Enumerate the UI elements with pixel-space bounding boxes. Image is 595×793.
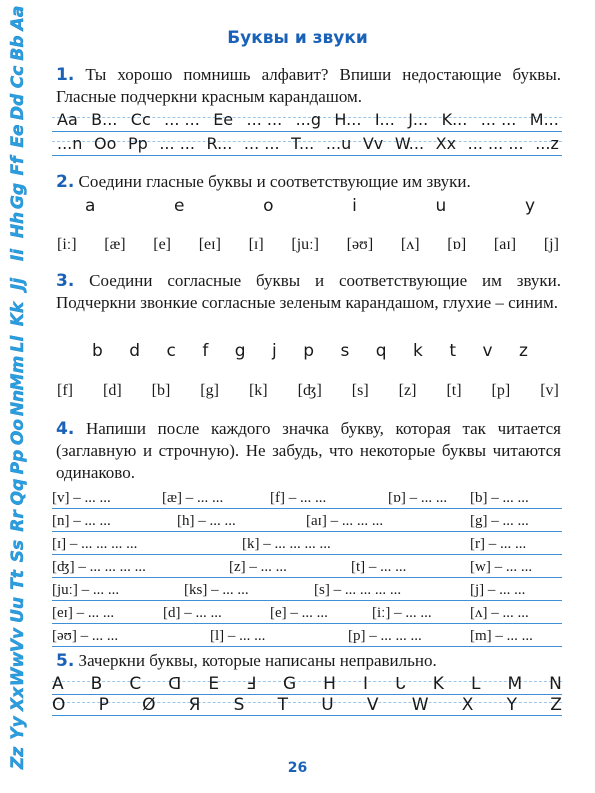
sound-symbol[interactable]: [e] (153, 236, 172, 253)
sound-symbol[interactable]: [g] (200, 382, 219, 399)
consonant-letter[interactable]: b (92, 341, 103, 361)
letter-item[interactable]: P (98, 695, 109, 715)
sound-answer-slot[interactable]: [p] – ... ... ... (348, 628, 422, 644)
consonant-letter[interactable]: q (375, 341, 387, 361)
sound-answer-slot[interactable]: [v] – ... ... (52, 490, 111, 506)
task-number: 4. (56, 419, 75, 439)
task-5-row-2[interactable] (52, 695, 562, 715)
sound-answer-slot[interactable]: [e] – ... ... (270, 605, 328, 621)
vowel-letter[interactable]: i (352, 196, 357, 216)
task-number: 1. (56, 65, 75, 85)
letter-item[interactable]: Я (188, 695, 201, 715)
answer-line (52, 555, 562, 578)
strip-letter-pair: Bb (8, 35, 28, 61)
alphabet-cell[interactable]: ...n (57, 134, 83, 153)
sound-answer-slot[interactable]: [ʤ] – ... ... ... ... (52, 559, 146, 575)
task-3-instruction (56, 270, 561, 314)
alphabet-cell[interactable]: B... (91, 110, 118, 129)
sound-answer-slot[interactable]: [iː] – ... ... (372, 605, 432, 621)
sound-answer-slot[interactable]: [əʊ] – ... ... (52, 628, 119, 644)
sound-symbol[interactable]: [ɒ] (447, 236, 467, 253)
sound-symbol[interactable]: [juː] (291, 236, 319, 253)
alphabet-cell[interactable]: ...u (325, 134, 352, 153)
sound-answer-slot[interactable]: [ɒ] – ... ... (388, 490, 448, 506)
task-2-instruction (56, 171, 561, 193)
task-3-letters[interactable] (92, 341, 528, 361)
task-1-line-1[interactable] (57, 110, 559, 129)
sound-answer-slot[interactable]: [t] – ... ... (351, 559, 407, 575)
vowel-letter[interactable]: a (85, 196, 96, 216)
alphabet-cell[interactable]: ... ... (246, 110, 283, 129)
sound-answer-slot[interactable]: [æ] – ... ... (162, 490, 224, 506)
sound-symbol[interactable]: [eɪ] (198, 236, 221, 253)
consonant-letter[interactable]: z (518, 341, 528, 361)
letter-item[interactable]: ᒐ (395, 674, 406, 694)
task-1-instruction (56, 64, 561, 108)
letter-item[interactable]: ᗡ (168, 674, 182, 694)
answer-line (52, 509, 562, 532)
consonant-letter[interactable]: d (129, 341, 141, 361)
consonant-letter[interactable]: c (166, 341, 176, 361)
sound-symbol[interactable]: [d] (102, 382, 122, 399)
alphabet-cell[interactable]: Aa (57, 110, 78, 129)
sound-answer-slot[interactable]: [z] – ... ... (229, 559, 287, 575)
alphabet-cell[interactable]: H... (334, 110, 362, 129)
task-text: Соедини гласные буквы и соответствующие им звуки. (78, 172, 471, 191)
vowel-letter[interactable]: o (263, 196, 274, 216)
consonant-letter[interactable]: j (272, 341, 277, 361)
letter-item[interactable]: O (52, 695, 66, 715)
sound-answer-slot[interactable]: [r] – ... ... (470, 536, 527, 552)
strip-letter-pair: Ff (8, 156, 28, 176)
answer-line (52, 601, 562, 624)
letter-item[interactable]: S (233, 695, 245, 715)
sound-answer-slot[interactable]: [eɪ] – ... ... (52, 605, 115, 621)
task-number: 3. (56, 271, 75, 291)
letter-item[interactable]: A (52, 674, 64, 694)
vowel-letter[interactable]: u (435, 196, 447, 216)
task-2-sounds[interactable] (57, 236, 559, 254)
sound-symbol[interactable]: [j] (543, 236, 559, 253)
alphabet-side-strip (6, 4, 30, 789)
sound-answer-slot[interactable]: [f] – ... ... (270, 490, 327, 506)
sound-symbol[interactable]: [aɪ] (493, 236, 517, 253)
strip-letter-pair: Yy (8, 716, 28, 741)
alphabet-cell[interactable]: ... ... (164, 110, 200, 129)
vowel-letter[interactable]: e (174, 196, 185, 216)
sound-answer-slot[interactable]: [ɪ] – ... ... ... ... (52, 536, 138, 552)
answer-line (52, 624, 562, 647)
strip-letter-pair: Pp (8, 449, 28, 475)
strip-letter-pair: Ss (8, 539, 28, 562)
sound-answer-slot[interactable]: [m] – ... ... (470, 628, 533, 644)
letter-item[interactable]: Ø (142, 695, 156, 715)
alphabet-cell[interactable]: ...z (535, 134, 559, 153)
strip-letter-pair: Zz (8, 746, 28, 770)
alphabet-cell[interactable]: ... ... ... (467, 134, 524, 153)
sound-answer-slot[interactable]: [s] – ... ... ... ... (314, 582, 402, 598)
sound-symbol[interactable]: [ɪ] (248, 236, 264, 253)
task-text: Зачеркни буквы, которые написаны неправильно. (78, 651, 437, 670)
sound-symbol[interactable]: [v] (540, 382, 559, 399)
sound-symbol[interactable]: [f] (57, 382, 73, 399)
strip-letter-pair: Ee (8, 124, 28, 148)
letter-item[interactable]: N (549, 674, 562, 694)
letter-item[interactable]: I (363, 674, 369, 694)
task-4-instruction (56, 418, 561, 484)
sound-symbol[interactable]: [s] (351, 382, 369, 399)
strip-letter-pair: Jj (8, 278, 28, 291)
strip-letter-pair: Xx (8, 686, 28, 711)
strip-letter-pair: Uu (8, 597, 28, 623)
task-text: Ты хорошо помнишь алфавит? Впиши недостающие буквы. Гласные подчеркни красным карандашом. (56, 65, 561, 106)
letter-item[interactable]: Y (506, 695, 518, 715)
alphabet-cell[interactable]: Pp (127, 134, 148, 153)
strip-letter-pair: Qq (8, 478, 28, 505)
alphabet-cell[interactable]: Oo (93, 134, 117, 153)
strip-letter-pair: Ww (8, 651, 28, 687)
strip-letter-pair: Hh (8, 212, 28, 239)
sound-answer-slot[interactable]: [l] – ... ... (210, 628, 266, 644)
sound-answer-slot[interactable]: [n] – ... ... (52, 513, 111, 529)
alphabet-cell[interactable]: ... ... (480, 110, 517, 129)
letter-item[interactable]: K (432, 674, 444, 694)
alphabet-cell[interactable]: W... (394, 134, 425, 153)
task-3-sounds[interactable] (57, 382, 559, 400)
alphabet-cell[interactable]: R... (206, 134, 233, 153)
sound-symbol[interactable]: [iː] (57, 236, 77, 253)
sound-answer-slot[interactable]: [b] – ... ... (470, 490, 529, 506)
letter-item[interactable]: B (90, 674, 103, 694)
alphabet-cell[interactable]: M... (529, 110, 559, 129)
task-number: 2. (56, 172, 75, 192)
task-1-line-2[interactable] (57, 134, 559, 153)
letter-item[interactable]: Ⅎ (246, 674, 256, 694)
alphabet-cell[interactable]: ...g (295, 110, 321, 129)
task-text: Напиши после каждого значка букву, которая так читается (заглавную и строчную). Не забудь, что некоторые буквы читаются одинаково. (56, 419, 561, 482)
answer-line (52, 486, 562, 509)
task-4-answer-lines[interactable] (52, 486, 562, 647)
page-number: 26 (287, 760, 308, 776)
sound-answer-slot[interactable]: [k] – ... ... ... ... (242, 536, 331, 552)
letter-item[interactable]: E (208, 674, 220, 694)
sound-symbol[interactable]: [t] (446, 382, 462, 399)
alphabet-cell[interactable]: K... (441, 110, 468, 129)
alphabet-cell[interactable]: Ee (213, 110, 234, 129)
letter-item[interactable]: L (470, 674, 481, 694)
consonant-letter[interactable]: g (234, 341, 246, 361)
strip-letter-pair: Gg (8, 182, 28, 209)
task-5-row-1[interactable] (52, 674, 562, 694)
alphabet-cell[interactable]: J... (408, 110, 429, 129)
strip-letter-pair: Tt (8, 570, 28, 591)
task-number: 5. (56, 651, 75, 671)
letter-item[interactable]: H (323, 674, 336, 694)
consonant-letter[interactable]: s (340, 341, 350, 361)
sound-symbol[interactable]: [k] (248, 382, 268, 399)
alphabet-cell[interactable]: Cc (130, 110, 151, 129)
sound-answer-slot[interactable]: [w] – ... ... (470, 559, 533, 575)
consonant-letter[interactable]: t (449, 341, 456, 361)
letter-item[interactable]: W (411, 695, 429, 715)
sound-answer-slot[interactable]: [juː] – ... ... (52, 582, 120, 598)
sound-answer-slot[interactable]: [j] – ... ... (470, 582, 526, 598)
answer-line (52, 532, 562, 555)
sound-answer-slot[interactable]: [g] – ... ... (470, 513, 529, 529)
sound-answer-slot[interactable]: [ʌ] – ... ... (470, 605, 529, 621)
strip-letter-pair: Rr (8, 510, 28, 532)
task-2-letters[interactable] (85, 196, 535, 216)
strip-letter-pair: Mm (8, 355, 28, 391)
letter-item[interactable]: C (129, 674, 142, 694)
alphabet-cell[interactable]: Xx (435, 134, 457, 153)
consonant-letter[interactable]: f (202, 341, 209, 361)
letter-item[interactable]: X (461, 695, 474, 715)
alphabet-cell[interactable]: Vv (362, 134, 384, 153)
strip-letter-pair: Oo (8, 419, 28, 446)
vowel-letter[interactable]: y (524, 196, 535, 216)
consonant-letter[interactable]: v (482, 341, 493, 361)
strip-letter-pair: Aa (8, 5, 28, 31)
sound-answer-slot[interactable]: [ks] – ... ... (184, 582, 249, 598)
sound-answer-slot[interactable]: [aɪ] – ... ... ... (306, 513, 384, 529)
alphabet-cell[interactable]: ... ... (243, 134, 280, 153)
answer-line (52, 578, 562, 601)
alphabet-cell[interactable]: T... (291, 134, 315, 153)
sound-symbol[interactable]: [ʌ] (400, 236, 420, 253)
letter-item[interactable]: V (366, 695, 379, 715)
letter-item[interactable]: Z (550, 695, 562, 715)
sound-symbol[interactable]: [əʊ] (346, 236, 374, 253)
sound-symbol[interactable]: [ʤ] (297, 382, 322, 399)
strip-letter-pair: Ll (8, 335, 28, 352)
task-text: Соедини согласные буквы и соответствующие им звуки. Подчеркни звонкие согласные зеленым карандашом, глухие – синим. (56, 271, 562, 312)
task-5-instruction (56, 650, 561, 672)
consonant-letter[interactable]: k (413, 341, 423, 361)
sound-symbol[interactable]: [b] (151, 382, 171, 399)
alphabet-cell[interactable]: I... (374, 110, 395, 129)
sound-symbol[interactable]: [z] (398, 382, 417, 399)
strip-letter-pair: Kk (8, 301, 28, 327)
strip-letter-pair: Vv (8, 627, 28, 652)
sound-symbol[interactable]: [æ] (104, 236, 126, 253)
letter-item[interactable]: G (282, 674, 297, 694)
page-title: Буквы и звуки (227, 28, 368, 48)
consonant-letter[interactable]: p (303, 341, 314, 361)
letter-item[interactable]: U (321, 695, 334, 715)
sound-answer-slot[interactable]: [d] – ... ... (163, 605, 222, 621)
strip-letter-pair: Nn (8, 389, 28, 416)
letter-item[interactable]: T (277, 695, 289, 715)
strip-letter-pair: Cc (8, 65, 28, 89)
sound-answer-slot[interactable]: [h] – ... ... (177, 513, 236, 529)
sound-symbol[interactable]: [p] (491, 382, 511, 399)
strip-letter-pair: Dd (8, 93, 28, 120)
letter-item[interactable]: M (507, 674, 523, 694)
alphabet-cell[interactable]: ... ... (159, 134, 195, 153)
strip-letter-pair: Ii (8, 248, 28, 261)
